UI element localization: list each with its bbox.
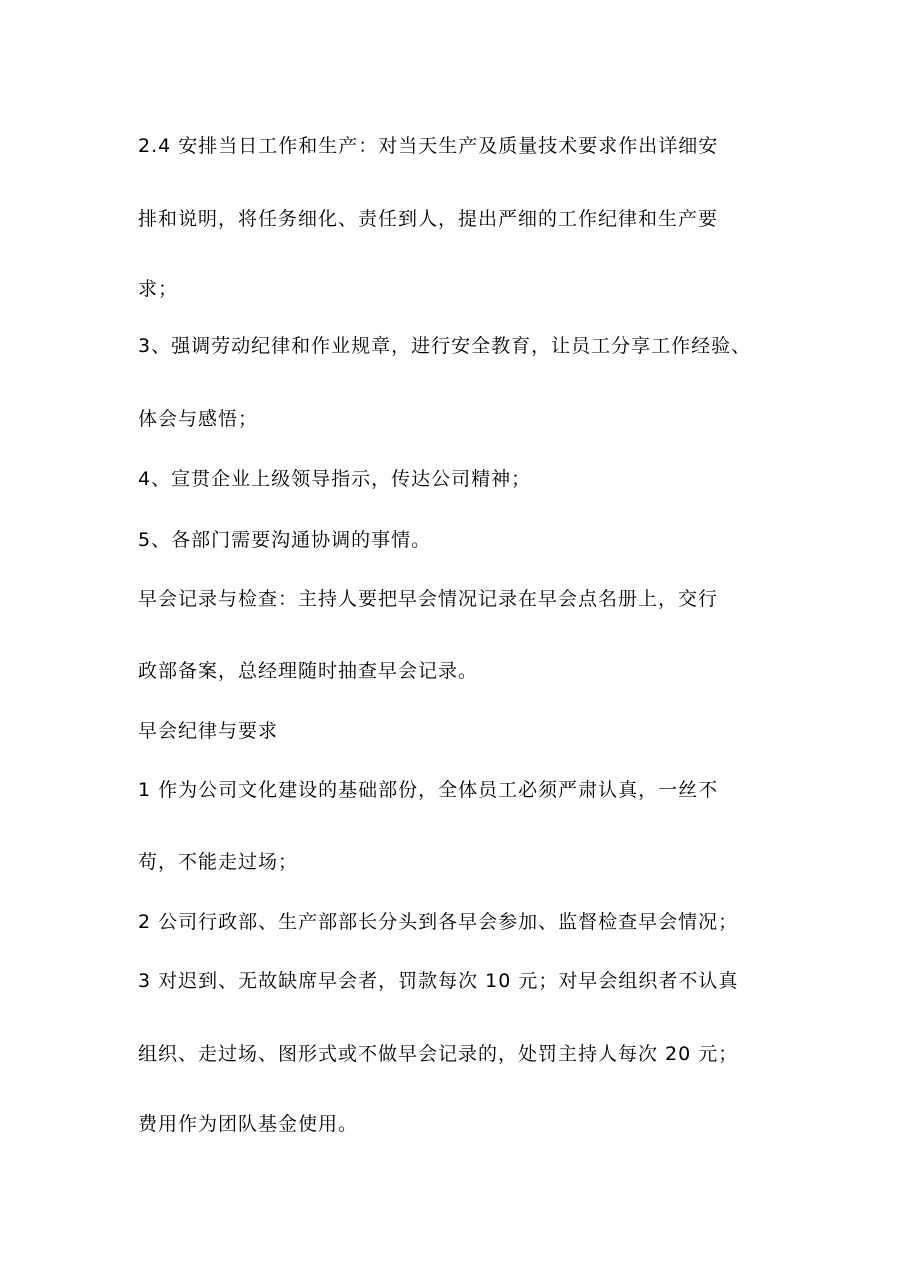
text-line: 费用作为团队基金使用。 (138, 1113, 359, 1135)
text-line: 苟，不能走过场； (138, 851, 299, 873)
text-line: 5、各部门需要沟通协调的事情。 (138, 529, 432, 551)
text-line: 求； (138, 278, 179, 300)
text-line: 3 对迟到、无故缺席早会者，罚款每次 10 元；对早会组织者不认真 (138, 970, 739, 992)
text-line: 组织、走过场、图形式或不做早会记录的，处罚主持人每次 20 元； (138, 1043, 739, 1065)
text-line: 2 公司行政部、生产部部长分头到各早会参加、监督检查早会情况； (138, 911, 739, 933)
section-heading: 早会纪律与要求 (138, 720, 279, 742)
text-line: 2.4 安排当日工作和生产：对当天生产及质量技术要求作出详细安 (138, 135, 719, 157)
text-line: 4、宣贯企业上级领导指示，传达公司精神； (138, 468, 532, 490)
text-line: 体会与感悟； (138, 408, 259, 430)
text-line: 排和说明，将任务细化、责任到人，提出严细的工作纪律和生产要 (138, 208, 719, 230)
text-line: 政部备案，总经理随时抽查早会记录。 (138, 660, 479, 682)
text-line: 早会记录与检查：主持人要把早会情况记录在早会点名册上，交行 (138, 588, 719, 610)
text-line: 1 作为公司文化建设的基础部份，全体员工必须严肃认真，一丝不 (138, 779, 719, 801)
text-line: 3、强调劳动纪律和作业规章，进行安全教育，让员工分享工作经验、 (138, 335, 752, 357)
